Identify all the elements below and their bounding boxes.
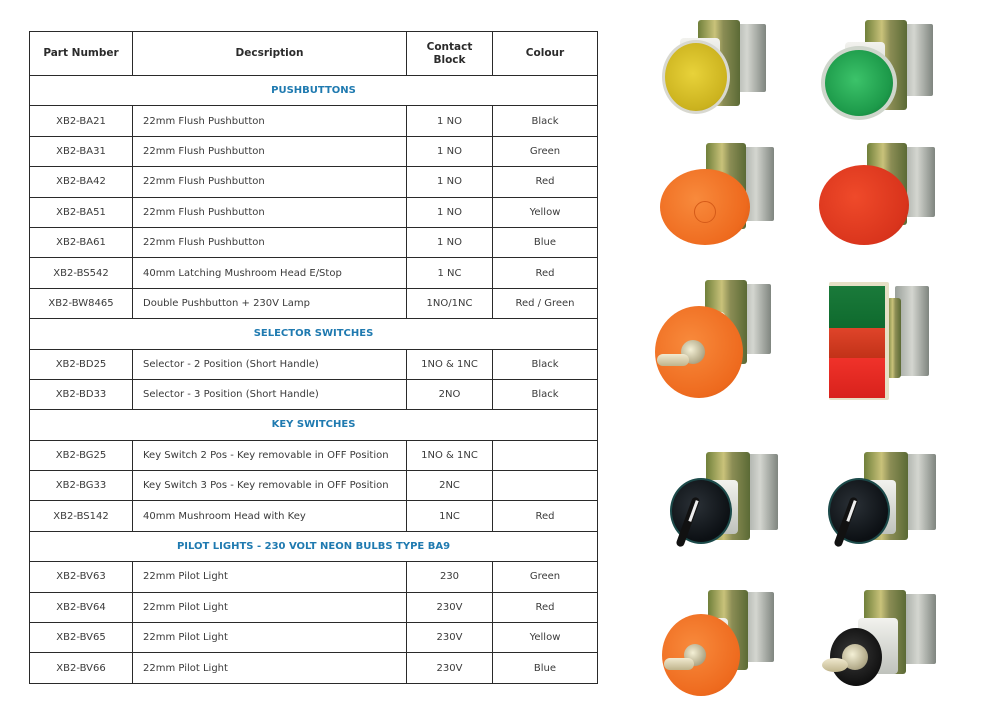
description: 22mm Flush Pushbutton (133, 227, 407, 257)
contact-block: 230 (407, 562, 493, 592)
colour (493, 471, 598, 501)
header-colour: Colour (493, 32, 598, 76)
colour: Yellow (493, 623, 598, 653)
section-row (30, 531, 598, 561)
part-number: XB2-BG25 (30, 440, 133, 470)
colour: Blue (493, 653, 598, 683)
colour: Red (493, 592, 598, 622)
description: Key Switch 3 Pos - Key removable in OFF Position (133, 471, 407, 501)
green-flush-pushbutton-photo (815, 12, 935, 122)
part-number: XB2-BD33 (30, 379, 133, 409)
description: 22mm Flush Pushbutton (133, 197, 407, 227)
part-number: XB2-BA21 (30, 106, 133, 136)
part-number: XB2-BS142 (30, 501, 133, 531)
contact-block: 2NC (407, 471, 493, 501)
part-number: XB2-BA31 (30, 136, 133, 166)
part-number: XB2-BG33 (30, 471, 133, 501)
contact-block: 1 NO (407, 227, 493, 257)
contact-block: 1 NC (407, 258, 493, 288)
key-switch-photo (820, 588, 940, 698)
colour: Green (493, 136, 598, 166)
colour (493, 440, 598, 470)
colour: Black (493, 379, 598, 409)
description: 22mm Pilot Light (133, 562, 407, 592)
part-number: XB2-BS542 (30, 258, 133, 288)
section-title-pushbuttons: PUSHBUTTONS (30, 76, 598, 106)
description: 40mm Mushroom Head with Key (133, 501, 407, 531)
contact-block: 2NO (407, 379, 493, 409)
section-row (30, 410, 598, 440)
product-photos (640, 0, 985, 701)
colour: Blue (493, 227, 598, 257)
double-pushbutton-photo (825, 278, 945, 388)
red-mushroom-pushbutton-photo (815, 143, 935, 253)
colour: Red (493, 501, 598, 531)
header-contact-block (407, 32, 493, 76)
table-row (30, 440, 598, 470)
header-contact-line1: Contact (426, 40, 473, 53)
contact-block: 1 NO (407, 136, 493, 166)
table-row (30, 653, 598, 683)
contact-block: 1NO & 1NC (407, 440, 493, 470)
section-row (30, 76, 598, 106)
parts-table (29, 31, 598, 684)
orange-mushroom-pushbutton-photo (658, 143, 778, 253)
part-number: XB2-BV63 (30, 562, 133, 592)
colour: Green (493, 562, 598, 592)
description: 22mm Flush Pushbutton (133, 167, 407, 197)
mushroom-head-with-key-photo (658, 588, 778, 698)
table-row (30, 592, 598, 622)
part-number: XB2-BA51 (30, 197, 133, 227)
table-row (30, 379, 598, 409)
table-row (30, 106, 598, 136)
description: 22mm Pilot Light (133, 653, 407, 683)
part-number: XB2-BA61 (30, 227, 133, 257)
contact-block: 1NC (407, 501, 493, 531)
part-number: XB2-BV64 (30, 592, 133, 622)
section-row (30, 319, 598, 349)
contact-block: 230V (407, 653, 493, 683)
description: 22mm Flush Pushbutton (133, 106, 407, 136)
section-title-key-switches: KEY SWITCHES (30, 410, 598, 440)
description: Key Switch 2 Pos - Key removable in OFF Position (133, 440, 407, 470)
description: 22mm Pilot Light (133, 623, 407, 653)
description: Selector - 2 Position (Short Handle) (133, 349, 407, 379)
table-row (30, 623, 598, 653)
section-title-pilot-lights: PILOT LIGHTS - 230 VOLT NEON BULBS TYPE BA9 (30, 531, 598, 561)
table-row (30, 258, 598, 288)
contact-block: 1NO/1NC (407, 288, 493, 318)
contact-block: 1 NO (407, 167, 493, 197)
table-row (30, 136, 598, 166)
table-row (30, 167, 598, 197)
part-number: XB2-BV65 (30, 623, 133, 653)
contact-block: 1 NO (407, 106, 493, 136)
contact-block: 1 NO (407, 197, 493, 227)
header-contact-line2: Block (433, 53, 466, 66)
table-row (30, 471, 598, 501)
contact-block: 230V (407, 592, 493, 622)
table-row (30, 288, 598, 318)
description: 22mm Flush Pushbutton (133, 136, 407, 166)
mushroom-key-switch-photo (655, 278, 775, 388)
part-number: XB2-BV66 (30, 653, 133, 683)
selector-switch-3pos-photo (820, 448, 940, 558)
table-row (30, 349, 598, 379)
contact-block: 230V (407, 623, 493, 653)
description: 22mm Pilot Light (133, 592, 407, 622)
colour: Black (493, 349, 598, 379)
lamp-segment (829, 328, 885, 358)
colour: Yellow (493, 197, 598, 227)
selector-switch-2pos-photo (662, 448, 782, 558)
table-row (30, 501, 598, 531)
table-row (30, 562, 598, 592)
table-header-row (30, 32, 598, 76)
header-part-number: Part Number (30, 32, 133, 76)
colour: Black (493, 106, 598, 136)
table-row (30, 227, 598, 257)
contact-block: 1NO & 1NC (407, 349, 493, 379)
description: Double Pushbutton + 230V Lamp (133, 288, 407, 318)
description: 40mm Latching Mushroom Head E/Stop (133, 258, 407, 288)
description: Selector - 3 Position (Short Handle) (133, 379, 407, 409)
part-number: XB2-BA42 (30, 167, 133, 197)
colour: Red (493, 167, 598, 197)
part-number: XB2-BW8465 (30, 288, 133, 318)
table-row (30, 197, 598, 227)
colour: Red (493, 258, 598, 288)
colour: Red / Green (493, 288, 598, 318)
part-number: XB2-BD25 (30, 349, 133, 379)
header-description: Decsription (133, 32, 407, 76)
red-button-segment (829, 358, 885, 398)
section-title-selector-switches: SELECTOR SWITCHES (30, 319, 598, 349)
yellow-flush-pushbutton-photo (658, 12, 778, 122)
green-button-segment (829, 286, 885, 328)
